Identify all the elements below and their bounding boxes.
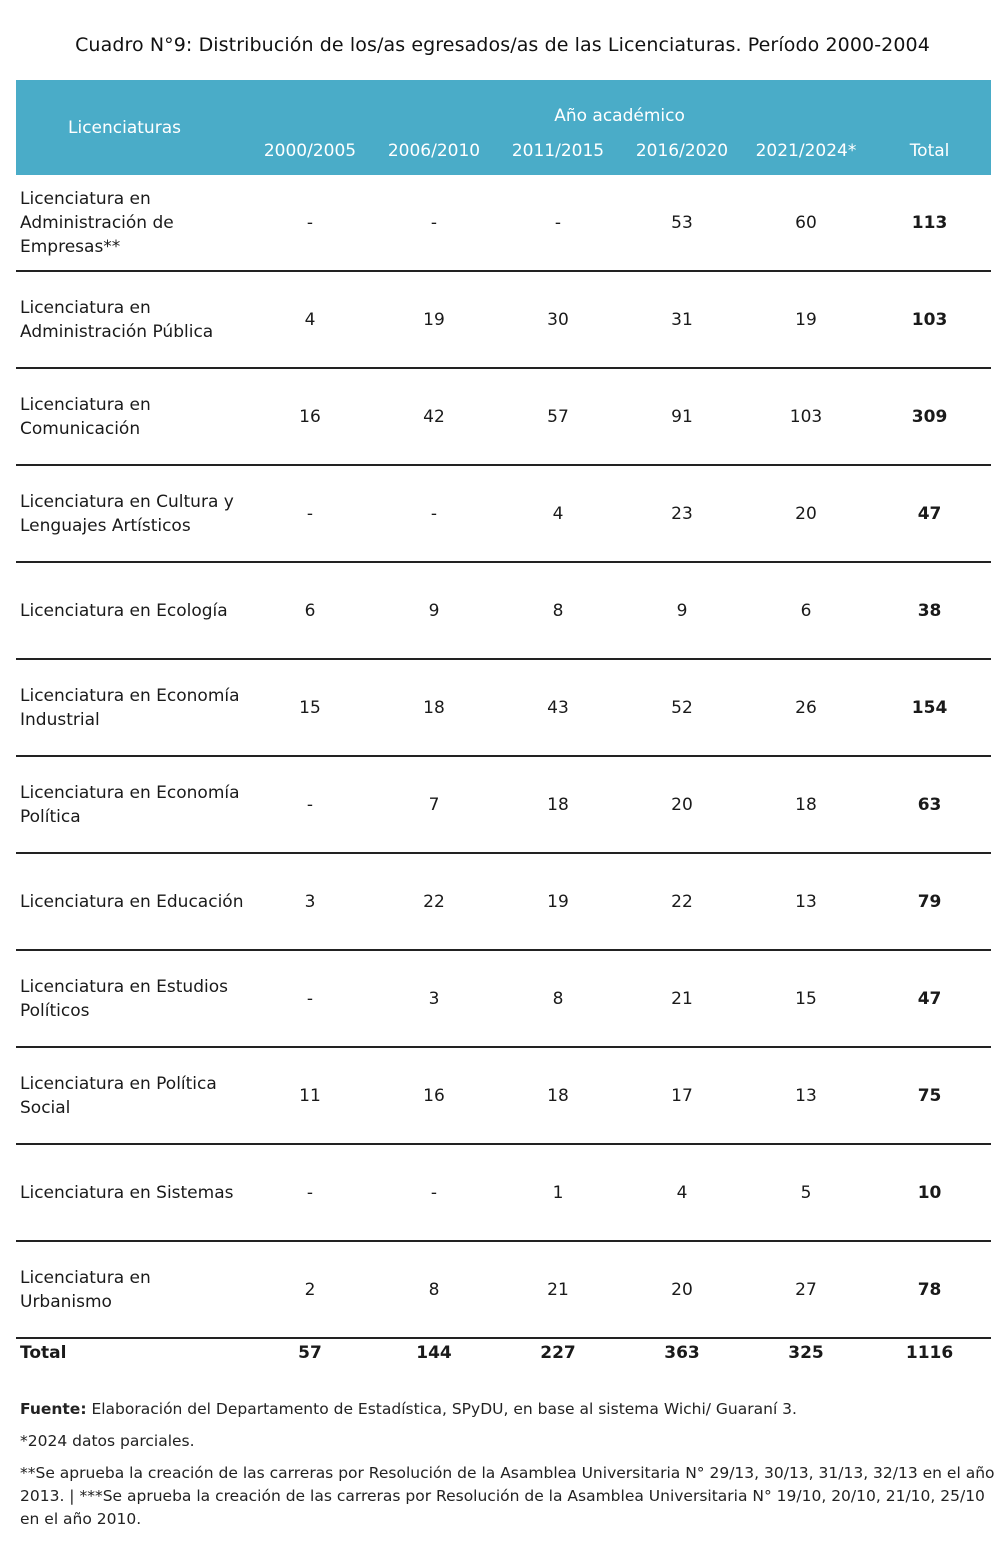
row-value: 18 <box>744 756 868 853</box>
row-value: 13 <box>744 1047 868 1144</box>
row-value: 30 <box>496 271 620 368</box>
header-anio-academico: Año académico <box>248 80 991 126</box>
row-name: Licenciatura en Estudios Políticos <box>16 950 248 1047</box>
row-name: Licenciatura en Ecología <box>16 562 248 659</box>
table-body <box>16 175 991 1369</box>
row-value: 19 <box>744 271 868 368</box>
header-col-2011-2015: 2011/2015 <box>496 126 620 175</box>
row-value: - <box>372 1144 496 1241</box>
row-value: - <box>248 175 372 271</box>
source-text: Elaboración del Departamento de Estadística, SPyDU, en base al sistema Wichi/ Guaraní 3. <box>86 1400 797 1418</box>
row-total: 38 <box>868 562 991 659</box>
header-licenciaturas: Licenciaturas <box>16 80 248 175</box>
table-row <box>16 950 991 1047</box>
row-value: 42 <box>372 368 496 465</box>
row-value: 27 <box>744 1241 868 1338</box>
row-value: 9 <box>620 562 744 659</box>
row-value: - <box>248 1144 372 1241</box>
total-label: Total <box>20 1343 67 1363</box>
row-value: 22 <box>372 853 496 950</box>
row-total: 154 <box>868 659 991 756</box>
total-value: 57 <box>298 1343 322 1363</box>
row-value: 18 <box>372 659 496 756</box>
row-value: 4 <box>620 1144 744 1241</box>
row-value: 57 <box>496 368 620 465</box>
row-value: 6 <box>744 562 868 659</box>
row-total: 10 <box>868 1144 991 1241</box>
row-value: - <box>248 756 372 853</box>
row-value: 16 <box>372 1047 496 1144</box>
row-name: Licenciatura en Economía Industrial <box>16 659 248 756</box>
header-col-total: Total <box>868 126 991 175</box>
table-total-row <box>16 1338 991 1369</box>
row-value: 2 <box>248 1241 372 1338</box>
row-value: 15 <box>248 659 372 756</box>
row-value: 20 <box>620 1241 744 1338</box>
header-col-2021-2024: 2021/2024* <box>744 126 868 175</box>
row-value: 91 <box>620 368 744 465</box>
row-value: 21 <box>620 950 744 1047</box>
row-total: 309 <box>868 368 991 465</box>
header-col-2000-2005: 2000/2005 <box>248 126 372 175</box>
row-value: 53 <box>620 175 744 271</box>
table-row <box>16 659 991 756</box>
table-row <box>16 1241 991 1338</box>
row-name: Licenciatura en Urbanismo <box>16 1241 248 1338</box>
table-row <box>16 756 991 853</box>
row-value: 20 <box>620 756 744 853</box>
row-value: 43 <box>496 659 620 756</box>
table-row <box>16 562 991 659</box>
row-value: 103 <box>744 368 868 465</box>
table-row <box>16 1047 991 1144</box>
table-row <box>16 853 991 950</box>
row-name: Licenciatura en Economía Política <box>16 756 248 853</box>
row-total: 47 <box>868 465 991 562</box>
total-value: 227 <box>540 1343 576 1363</box>
row-value: 8 <box>496 562 620 659</box>
total-value: 325 <box>788 1343 824 1363</box>
row-value: 8 <box>372 1241 496 1338</box>
row-value: 3 <box>372 950 496 1047</box>
row-value: 22 <box>620 853 744 950</box>
row-name: Licenciatura en Política Social <box>16 1047 248 1144</box>
total-value: 363 <box>664 1343 700 1363</box>
table-title: Cuadro N°9: Distribución de los/as egresados/as de las Licenciaturas. Período 2000-2004 <box>75 34 930 56</box>
row-value: 13 <box>744 853 868 950</box>
table-row <box>16 368 991 465</box>
row-value: 31 <box>620 271 744 368</box>
header-col-2006-2010: 2006/2010 <box>372 126 496 175</box>
total-value: 144 <box>416 1343 452 1363</box>
table-notes <box>20 1398 995 1540</box>
table-row <box>16 465 991 562</box>
row-value: 19 <box>372 271 496 368</box>
row-value: 21 <box>496 1241 620 1338</box>
row-value: - <box>372 175 496 271</box>
row-value: 26 <box>744 659 868 756</box>
row-name: Licenciatura en Comunicación <box>16 368 248 465</box>
row-value: 23 <box>620 465 744 562</box>
row-name: Licenciatura en Administración de Empresas** <box>16 175 248 271</box>
row-value: 18 <box>496 756 620 853</box>
row-value: 6 <box>248 562 372 659</box>
row-value: 8 <box>496 950 620 1047</box>
row-name: Licenciatura en Administración Pública <box>16 271 248 368</box>
row-value: 17 <box>620 1047 744 1144</box>
table-row <box>16 175 991 271</box>
row-value: 19 <box>496 853 620 950</box>
row-value: 60 <box>744 175 868 271</box>
row-value: 11 <box>248 1047 372 1144</box>
row-total: 113 <box>868 175 991 271</box>
source-note <box>20 1398 995 1421</box>
row-value: 15 <box>744 950 868 1047</box>
row-value: 16 <box>248 368 372 465</box>
row-value: 4 <box>248 271 372 368</box>
row-value: 52 <box>620 659 744 756</box>
row-value: 1 <box>496 1144 620 1241</box>
footnote-partial: *2024 datos parciales. <box>20 1432 195 1450</box>
row-value: 18 <box>496 1047 620 1144</box>
total-grand: 1116 <box>905 1343 954 1363</box>
row-value: 5 <box>744 1144 868 1241</box>
row-total: 75 <box>868 1047 991 1144</box>
header-col-2016-2020: 2016/2020 <box>620 126 744 175</box>
row-value: 20 <box>744 465 868 562</box>
row-value: - <box>248 465 372 562</box>
row-total: 47 <box>868 950 991 1047</box>
table-row <box>16 271 991 368</box>
row-total: 63 <box>868 756 991 853</box>
row-name: Licenciatura en Cultura y Lenguajes Artísticos <box>16 465 248 562</box>
row-value: 7 <box>372 756 496 853</box>
row-value: - <box>372 465 496 562</box>
row-value: 3 <box>248 853 372 950</box>
footnote-resolutions: **Se aprueba la creación de las carreras por Resolución de la Asamblea Universitaria N° 29/13, 30/13, 31/13, 32/13 en el año 2013. | ***Se aprueba la creación de las carreras por Resolución de la Asamblea Universitaria N° 19/10, 20/10, 21/10, 25/10 en el año 2010. <box>20 1464 995 1528</box>
graduates-table <box>16 80 991 1369</box>
table-row <box>16 1144 991 1241</box>
row-name: Licenciatura en Educación <box>16 853 248 950</box>
row-name: Licenciatura en Sistemas <box>16 1144 248 1241</box>
row-total: 78 <box>868 1241 991 1338</box>
row-value: - <box>248 950 372 1047</box>
row-total: 103 <box>868 271 991 368</box>
row-total: 79 <box>868 853 991 950</box>
row-value: 4 <box>496 465 620 562</box>
row-value: 9 <box>372 562 496 659</box>
row-value: - <box>496 175 620 271</box>
source-label: Fuente: <box>20 1400 87 1418</box>
table-header <box>16 80 991 175</box>
